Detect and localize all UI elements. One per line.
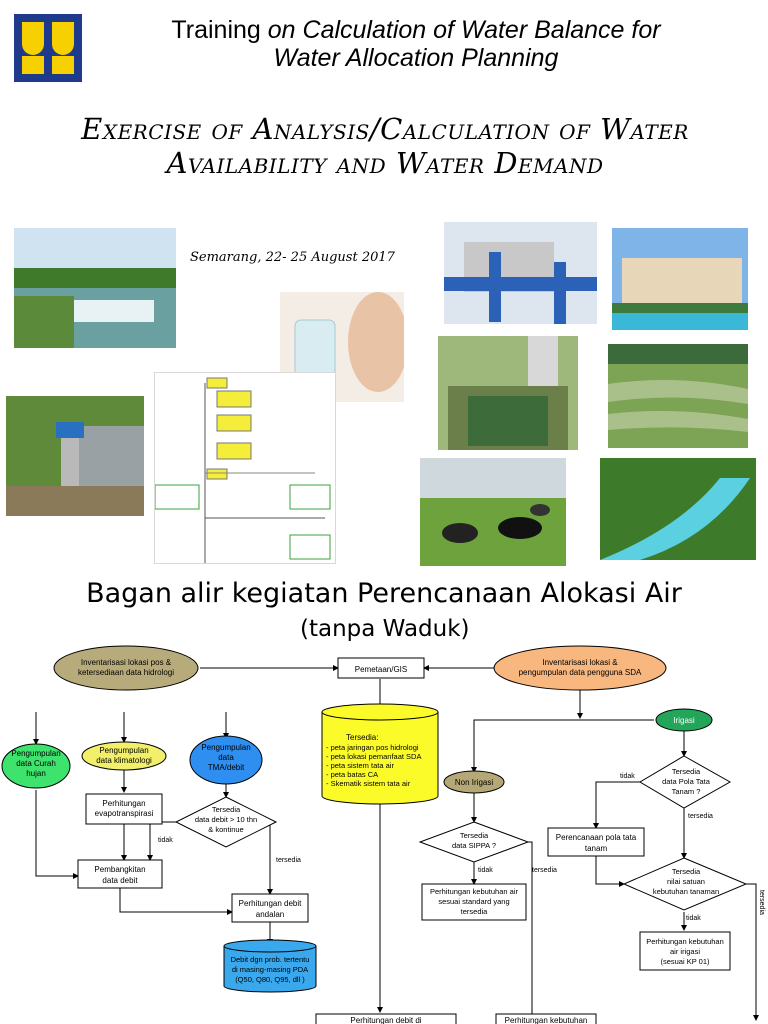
training-title: Training on Calculation of Water Balance for Water Allocation Planning xyxy=(171,16,661,72)
svg-text:tersedia: tersedia xyxy=(758,890,765,915)
schematic-sketch xyxy=(154,372,336,564)
svg-text:tanam: tanam xyxy=(584,844,608,853)
svg-text:tidak: tidak xyxy=(620,773,635,780)
svg-text:Tanam ?: Tanam ? xyxy=(671,787,701,796)
svg-text:data Curah: data Curah xyxy=(16,759,56,768)
hotel-photo xyxy=(612,228,748,330)
svg-text:Pembangkitan: Pembangkitan xyxy=(94,865,146,874)
svg-text:Perhitungan debit: Perhitungan debit xyxy=(238,899,302,908)
svg-text:TMA/debit: TMA/debit xyxy=(207,763,245,772)
svg-text:Tersedia: Tersedia xyxy=(671,767,701,776)
svg-text:- peta jaringan pos hidrologi: - peta jaringan pos hidrologi xyxy=(326,743,419,752)
svg-text:tidak: tidak xyxy=(686,915,701,922)
svg-text:tersedia: tersedia xyxy=(532,867,557,874)
svg-text:Perencanaan pola tata: Perencanaan pola tata xyxy=(555,833,637,842)
svg-text:sesuai standard yang: sesuai standard yang xyxy=(438,897,510,906)
svg-text:hujan: hujan xyxy=(26,769,46,778)
exercise-heading xyxy=(20,112,750,180)
svg-text:data debit > 10 thn: data debit > 10 thn xyxy=(194,815,258,824)
svg-text:pengumpulan data pengguna SDA: pengumpulan data pengguna SDA xyxy=(518,668,642,677)
svg-text:Perhitungan kebutuhan: Perhitungan kebutuhan xyxy=(504,1016,588,1024)
exercise-line-2: Availability and Water Demand xyxy=(166,146,604,180)
svg-text:- Skematik sistem tata air: - Skematik sistem tata air xyxy=(326,779,411,788)
svg-text:data: data xyxy=(218,753,234,762)
svg-text:Debit dgn prob. tertentu: Debit dgn prob. tertentu xyxy=(230,955,310,964)
weir-photo xyxy=(14,228,176,348)
svg-text:Irigasi: Irigasi xyxy=(673,716,695,725)
water-allocation-flowchart xyxy=(0,640,768,1024)
flowchart-subtitle: (tanpa Waduk) xyxy=(300,616,470,642)
river-gauge-photo xyxy=(6,396,144,516)
svg-text:Tersedia: Tersedia xyxy=(671,867,701,876)
svg-text:air irigasi: air irigasi xyxy=(669,947,701,956)
svg-text:data SIPPA ?: data SIPPA ? xyxy=(451,841,497,850)
svg-text:ketersediaan data hidrologi: ketersediaan data hidrologi xyxy=(77,668,175,677)
svg-text:- peta sistem tata air: - peta sistem tata air xyxy=(326,761,394,770)
pu-logo xyxy=(14,14,82,82)
svg-text:- peta lokasi pemanfaat SDA: - peta lokasi pemanfaat SDA xyxy=(326,752,422,761)
svg-text:data debit: data debit xyxy=(102,876,138,885)
svg-text:(Q50, Q80, Q95, dll ): (Q50, Q80, Q95, dll ) xyxy=(235,975,305,984)
svg-text:nilai satuan: nilai satuan xyxy=(667,877,705,886)
svg-text:tersedia: tersedia xyxy=(460,907,488,916)
svg-text:andalan: andalan xyxy=(255,910,285,919)
svg-text:Inventarisasi lokasi pos &: Inventarisasi lokasi pos & xyxy=(80,658,172,667)
svg-text:tersedia: tersedia xyxy=(276,857,301,864)
cows-photo xyxy=(420,458,566,566)
svg-text:evapotranspirasi: evapotranspirasi xyxy=(94,809,154,818)
svg-text:tidak: tidak xyxy=(478,867,493,874)
svg-text:Tersedia: Tersedia xyxy=(459,831,489,840)
svg-text:Perhitungan debit di: Perhitungan debit di xyxy=(350,1016,422,1024)
svg-text:Perhitungan kebutuhan: Perhitungan kebutuhan xyxy=(646,937,724,946)
svg-text:& kontinue: & kontinue xyxy=(208,825,244,834)
svg-text:Perhitungan: Perhitungan xyxy=(102,799,146,808)
svg-text:Pengumpulan: Pengumpulan xyxy=(201,743,251,752)
rice-terraces-photo xyxy=(608,344,748,448)
svg-text:Pemetaan/GIS: Pemetaan/GIS xyxy=(354,665,408,674)
turquoise-river-photo xyxy=(600,458,756,560)
canal-worker-photo xyxy=(438,336,578,450)
svg-text:(sesuai KP 01): (sesuai KP 01) xyxy=(660,957,710,966)
svg-text:Pengumpulan: Pengumpulan xyxy=(11,749,61,758)
svg-text:tidak: tidak xyxy=(158,837,173,844)
place-date: Semarang, 22- 25 August 2017 xyxy=(190,250,395,265)
svg-text:data klimatologi: data klimatologi xyxy=(96,756,152,765)
svg-text:Perhitungan kebutuhan air: Perhitungan kebutuhan air xyxy=(430,887,518,896)
svg-text:data Pola Tata: data Pola Tata xyxy=(662,777,710,786)
svg-text:Tersedia:: Tersedia: xyxy=(346,733,379,742)
svg-text:- peta batas CA: - peta batas CA xyxy=(326,770,379,779)
pu-logo-icon xyxy=(14,14,82,82)
pipes-photo xyxy=(444,222,597,324)
svg-text:Non Irigasi: Non Irigasi xyxy=(454,778,494,787)
exercise-line-1: Exercise of Analysis/Calculation of Water xyxy=(81,112,689,146)
svg-text:di masing-masing PDA: di masing-masing PDA xyxy=(231,965,309,974)
flowchart-title: Bagan alir kegiatan Perencanaan Alokasi Air xyxy=(86,578,682,609)
svg-text:tersedia: tersedia xyxy=(688,813,713,820)
svg-text:Pengumpulan: Pengumpulan xyxy=(99,746,149,755)
svg-text:kebutuhan tanaman: kebutuhan tanaman xyxy=(652,887,720,896)
svg-text:Inventarisasi lokasi &: Inventarisasi lokasi & xyxy=(542,658,618,667)
svg-text:Tersedia: Tersedia xyxy=(211,805,241,814)
